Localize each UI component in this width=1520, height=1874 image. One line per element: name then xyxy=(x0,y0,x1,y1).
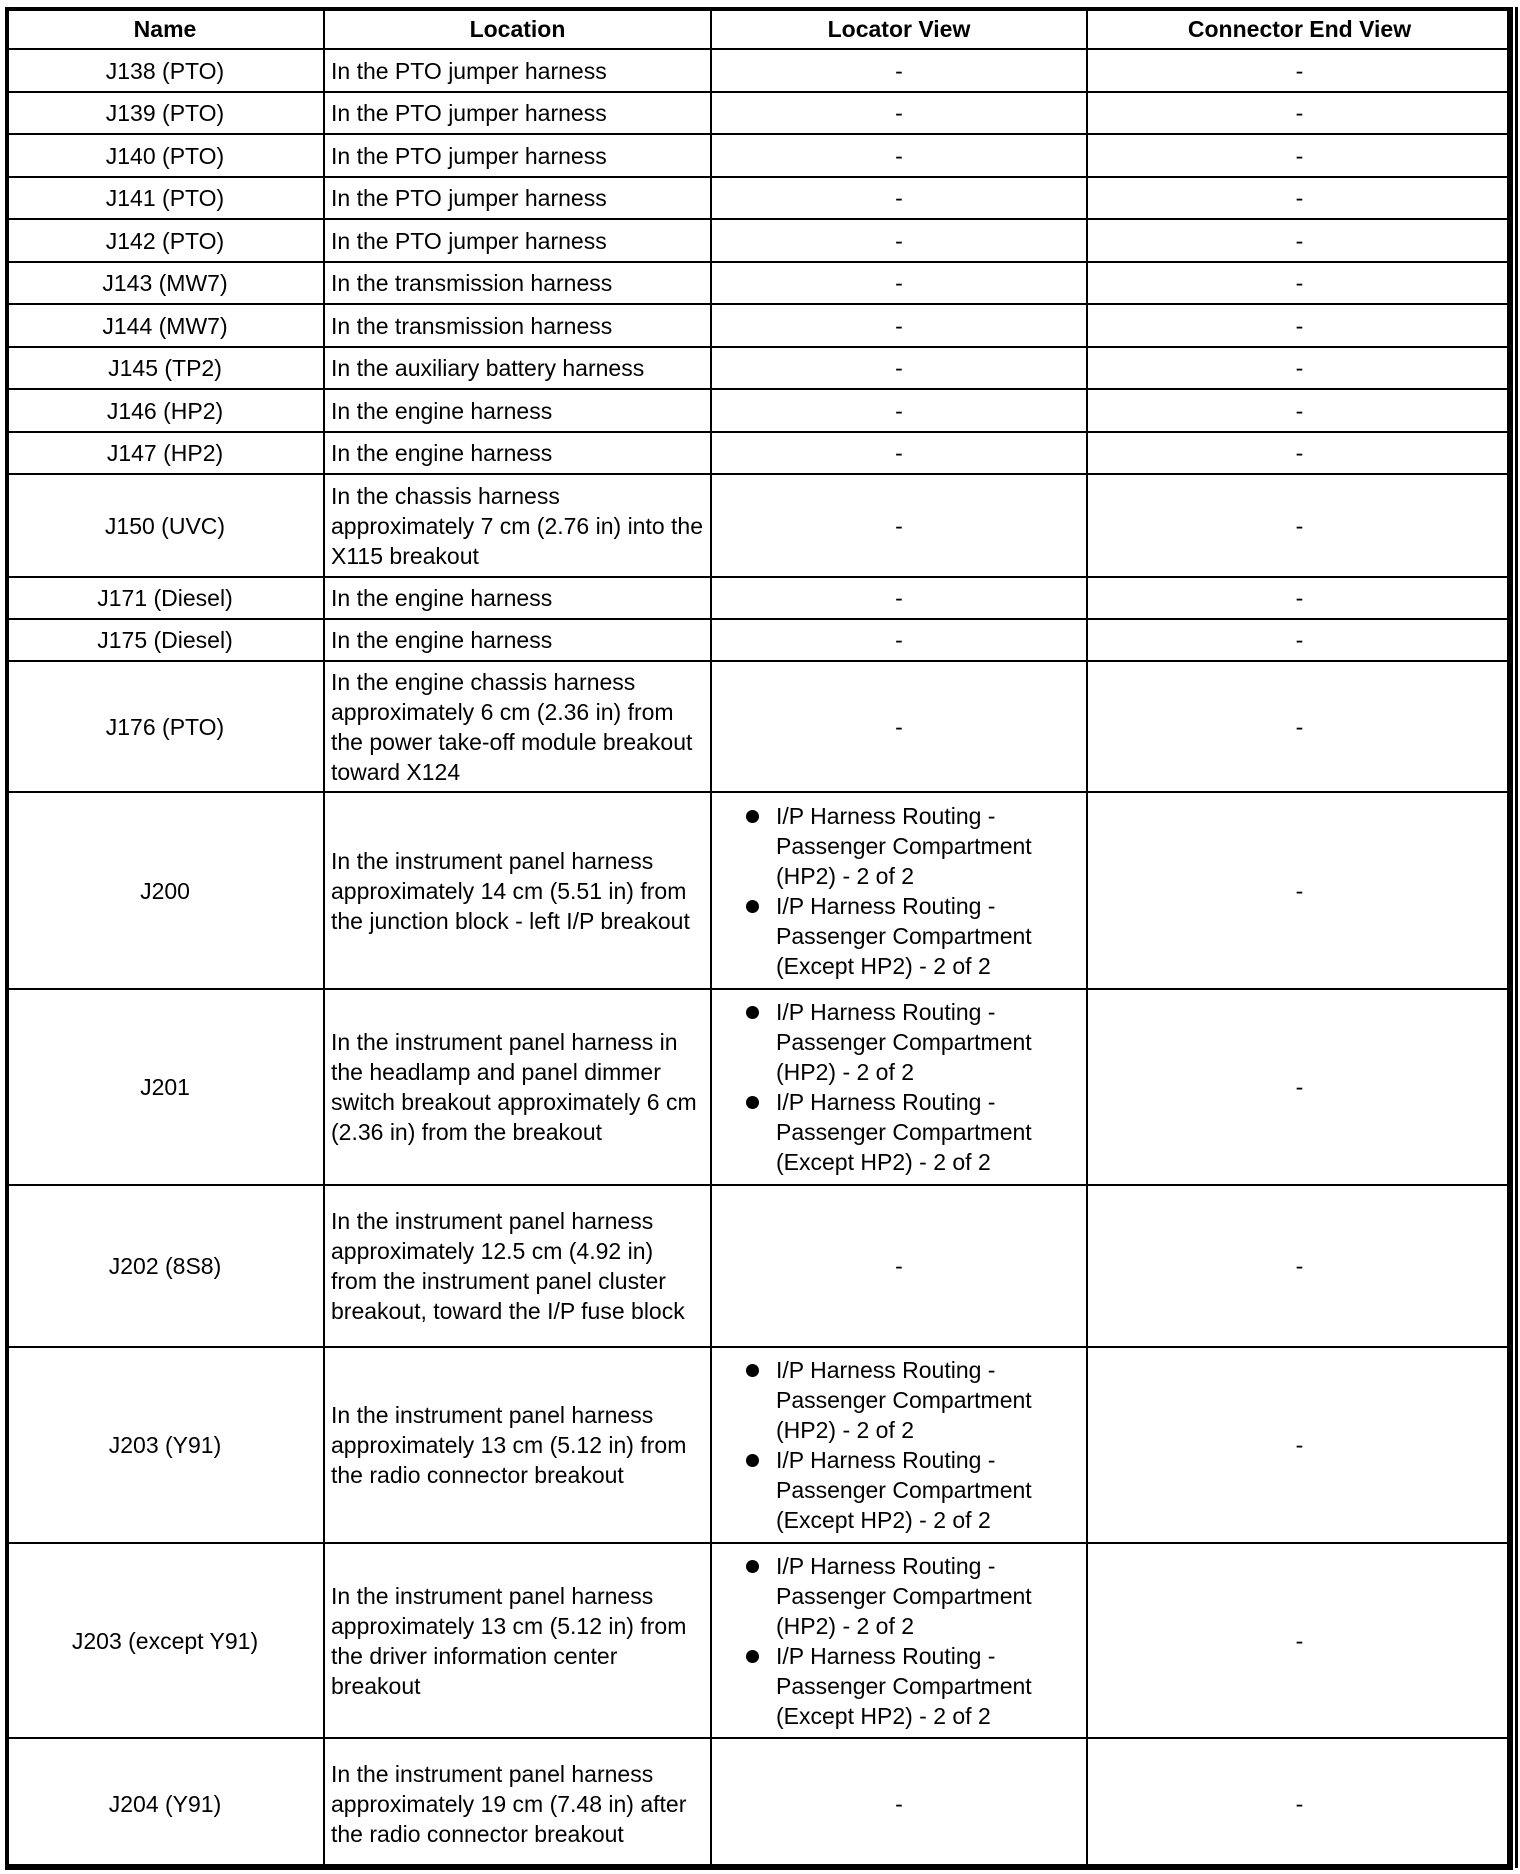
cell-connector-end-view: - xyxy=(1087,1543,1512,1738)
locator-view-link[interactable]: I/P Harness Routing - Passenger Compartment (HP2) - 2 of 2 xyxy=(746,997,1080,1087)
cell-location: In the instrument panel harness approximately 14 cm (5.51 in) from the junction block - left I/P breakout xyxy=(324,792,711,989)
outer-border-line xyxy=(1515,7,1518,1868)
locator-view-link[interactable]: I/P Harness Routing - Passenger Compartment (Except HP2) - 2 of 2 xyxy=(746,1087,1080,1177)
cell-name: J142 (PTO) xyxy=(6,219,324,262)
cell-name: J201 xyxy=(6,989,324,1185)
cell-locator-view: - xyxy=(711,389,1087,432)
cell-locator-view: - xyxy=(711,474,1087,577)
cell-name: J204 (Y91) xyxy=(6,1738,324,1869)
cell-locator-view: - xyxy=(711,1185,1087,1347)
cell-location: In the engine harness xyxy=(324,389,711,432)
cell-locator-view: - xyxy=(711,49,1087,92)
table-frame xyxy=(5,7,1511,1868)
cell-connector-end-view: - xyxy=(1087,474,1512,577)
cell-locator-view: - xyxy=(711,432,1087,474)
cell-location: In the instrument panel harness approximately 12.5 cm (4.92 in) from the instrument panel cluster breakout, toward the I/P fuse block xyxy=(324,1185,711,1347)
cell-connector-end-view: - xyxy=(1087,577,1512,619)
cell-location: In the instrument panel harness approximately 19 cm (7.48 in) after the radio connector breakout xyxy=(324,1738,711,1869)
cell-locator-view: - xyxy=(711,177,1087,219)
cell-name: J143 (MW7) xyxy=(6,262,324,304)
cell-location: In the PTO jumper harness xyxy=(324,49,711,92)
cell-connector-end-view: - xyxy=(1087,262,1512,304)
cell-connector-end-view: - xyxy=(1087,989,1512,1185)
header-locator-view: Locator View xyxy=(711,8,1087,49)
cell-name: J175 (Diesel) xyxy=(6,619,324,661)
cell-location: In the instrument panel harness approximately 13 cm (5.12 in) from the driver information center breakout xyxy=(324,1543,711,1738)
cell-location: In the instrument panel harness approximately 13 cm (5.12 in) from the radio connector breakout xyxy=(324,1347,711,1543)
cell-name: J141 (PTO) xyxy=(6,177,324,219)
locator-view-link[interactable]: I/P Harness Routing - Passenger Compartment (HP2) - 2 of 2 xyxy=(746,801,1080,891)
cell-locator-view: - xyxy=(711,219,1087,262)
header-location: Location xyxy=(324,8,711,49)
cell-location: In the engine harness xyxy=(324,619,711,661)
cell-location: In the engine harness xyxy=(324,577,711,619)
cell-connector-end-view: - xyxy=(1087,661,1512,792)
cell-connector-end-view: - xyxy=(1087,1185,1512,1347)
cell-name: J202 (8S8) xyxy=(6,1185,324,1347)
locator-view-link[interactable]: I/P Harness Routing - Passenger Compartment (Except HP2) - 2 of 2 xyxy=(746,891,1080,981)
cell-location: In the auxiliary battery harness xyxy=(324,347,711,389)
cell-connector-end-view: - xyxy=(1087,1738,1512,1869)
cell-location: In the PTO jumper harness xyxy=(324,177,711,219)
cell-location: In the PTO jumper harness xyxy=(324,219,711,262)
cell-connector-end-view: - xyxy=(1087,92,1512,134)
cell-connector-end-view: - xyxy=(1087,304,1512,347)
cell-location: In the PTO jumper harness xyxy=(324,92,711,134)
cell-locator-view: - xyxy=(711,134,1087,177)
cell-locator-view: - xyxy=(711,1738,1087,1869)
cell-connector-end-view: - xyxy=(1087,49,1512,92)
cell-locator-view: - xyxy=(711,577,1087,619)
cell-name: J144 (MW7) xyxy=(6,304,324,347)
locator-view-link[interactable]: I/P Harness Routing - Passenger Compartment (Except HP2) - 2 of 2 xyxy=(746,1641,1080,1731)
cell-name: J176 (PTO) xyxy=(6,661,324,792)
header-connector-end-view: Connector End View xyxy=(1087,8,1512,49)
cell-locator-view: - xyxy=(711,661,1087,792)
cell-connector-end-view: - xyxy=(1087,347,1512,389)
cell-name: J150 (UVC) xyxy=(6,474,324,577)
cell-location: In the engine harness xyxy=(324,432,711,474)
locator-view-link[interactable]: I/P Harness Routing - Passenger Compartment (Except HP2) - 2 of 2 xyxy=(746,1445,1080,1535)
cell-location: In the transmission harness xyxy=(324,262,711,304)
cell-location: In the chassis harness approximately 7 cm (2.76 in) into the X115 breakout xyxy=(324,474,711,577)
cell-name: J146 (HP2) xyxy=(6,389,324,432)
cell-locator-view: - xyxy=(711,619,1087,661)
cell-name: J200 xyxy=(6,792,324,989)
cell-connector-end-view: - xyxy=(1087,134,1512,177)
cell-location: In the PTO jumper harness xyxy=(324,134,711,177)
cell-name: J145 (TP2) xyxy=(6,347,324,389)
cell-connector-end-view: - xyxy=(1087,1347,1512,1543)
cell-location: In the instrument panel harness in the headlamp and panel dimmer switch breakout approximately 6 cm (2.36 in) from the breakout xyxy=(324,989,711,1185)
cell-locator-view: - xyxy=(711,92,1087,134)
cell-connector-end-view: - xyxy=(1087,389,1512,432)
cell-connector-end-view: - xyxy=(1087,432,1512,474)
cell-locator-view: - xyxy=(711,262,1087,304)
cell-name: J203 (except Y91) xyxy=(6,1543,324,1738)
locator-view-link[interactable]: I/P Harness Routing - Passenger Compartment (HP2) - 2 of 2 xyxy=(746,1551,1080,1641)
cell-connector-end-view: - xyxy=(1087,619,1512,661)
header-name: Name xyxy=(6,8,324,49)
cell-name: J139 (PTO) xyxy=(6,92,324,134)
cell-name: J203 (Y91) xyxy=(6,1347,324,1543)
cell-connector-end-view: - xyxy=(1087,177,1512,219)
cell-location: In the engine chassis harness approximately 6 cm (2.36 in) from the power take-off module breakout toward X124 xyxy=(324,661,711,792)
cell-connector-end-view: - xyxy=(1087,792,1512,989)
cell-name: J140 (PTO) xyxy=(6,134,324,177)
cell-connector-end-view: - xyxy=(1087,219,1512,262)
cell-name: J171 (Diesel) xyxy=(6,577,324,619)
cell-name: J138 (PTO) xyxy=(6,49,324,92)
cell-name: J147 (HP2) xyxy=(6,432,324,474)
cell-location: In the transmission harness xyxy=(324,304,711,347)
locator-view-link[interactable]: I/P Harness Routing - Passenger Compartment (HP2) - 2 of 2 xyxy=(746,1355,1080,1445)
cell-locator-view: - xyxy=(711,347,1087,389)
cell-locator-view: - xyxy=(711,304,1087,347)
